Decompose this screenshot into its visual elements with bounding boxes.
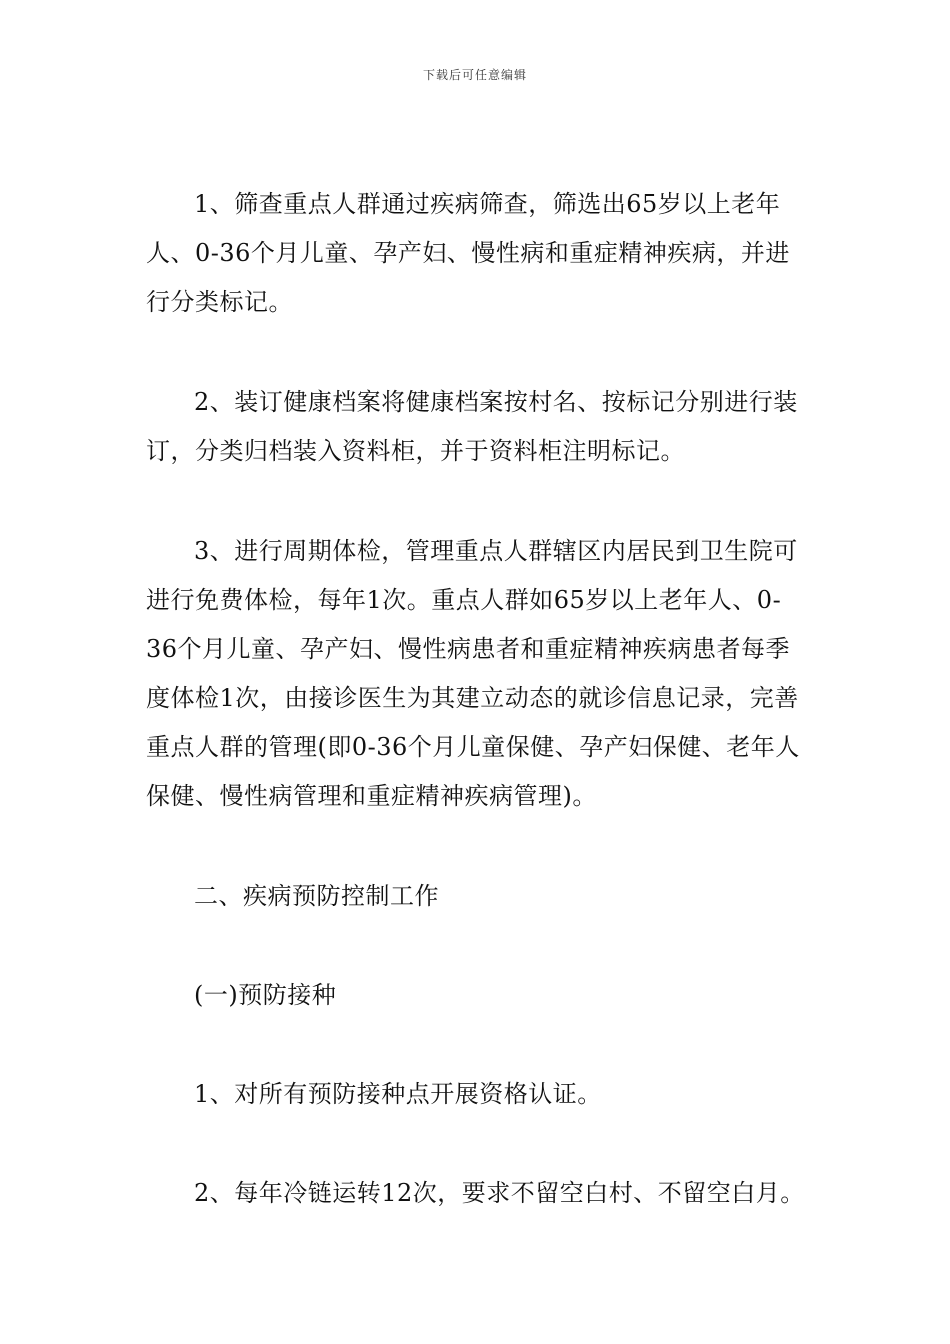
paragraph-gap — [146, 921, 810, 971]
paragraph-gap — [146, 476, 810, 527]
header-note: 下载后可任意编辑 — [422, 68, 527, 82]
paragraph-cold-chain: 2、每年冷链运转12次，要求不留空白村、不留空白月。 — [194, 1179, 805, 1207]
paragraph-gap — [146, 821, 810, 872]
subsection-heading-vaccination: (一)预防接种 — [194, 981, 337, 1009]
paragraph-vaccination-certification: 1、对所有预防接种点开展资格认证。 — [194, 1080, 602, 1108]
paragraph-gap — [146, 1119, 810, 1169]
paragraph-gap — [146, 327, 810, 378]
paragraph-screening: 1、筛查重点人群通过疾病筛查，筛选出65岁以上老年人、0-36个月儿童、孕产妇、慢性病和重症精神疾病，并进行分类标记。 — [146, 190, 790, 316]
paragraph-periodic-checkup: 3、进行周期体检，管理重点人群辖区内居民到卫生院可进行免费体检，每年1次。重点人群如65岁以上老年人、0-36个月儿童、孕产妇、慢性病患者和重症精神疾病患者每季度体检1次，由接诊医生为其建立动态的就诊信息记录，完善重点人群的管理(即0-36个月儿童保健、孕产妇保健、老年人保健、慢性病管理和重症精神疾病管理)。 — [146, 537, 800, 810]
document-body — [146, 180, 810, 1218]
paragraph-binding-records: 2、装订健康档案将健康档案按村名、按标记分别进行装订，分类归档装入资料柜，并于资料柜注明标记。 — [146, 388, 798, 465]
paragraph-gap — [146, 1020, 810, 1070]
section-heading-disease-control: 二、疾病预防控制工作 — [194, 882, 439, 910]
